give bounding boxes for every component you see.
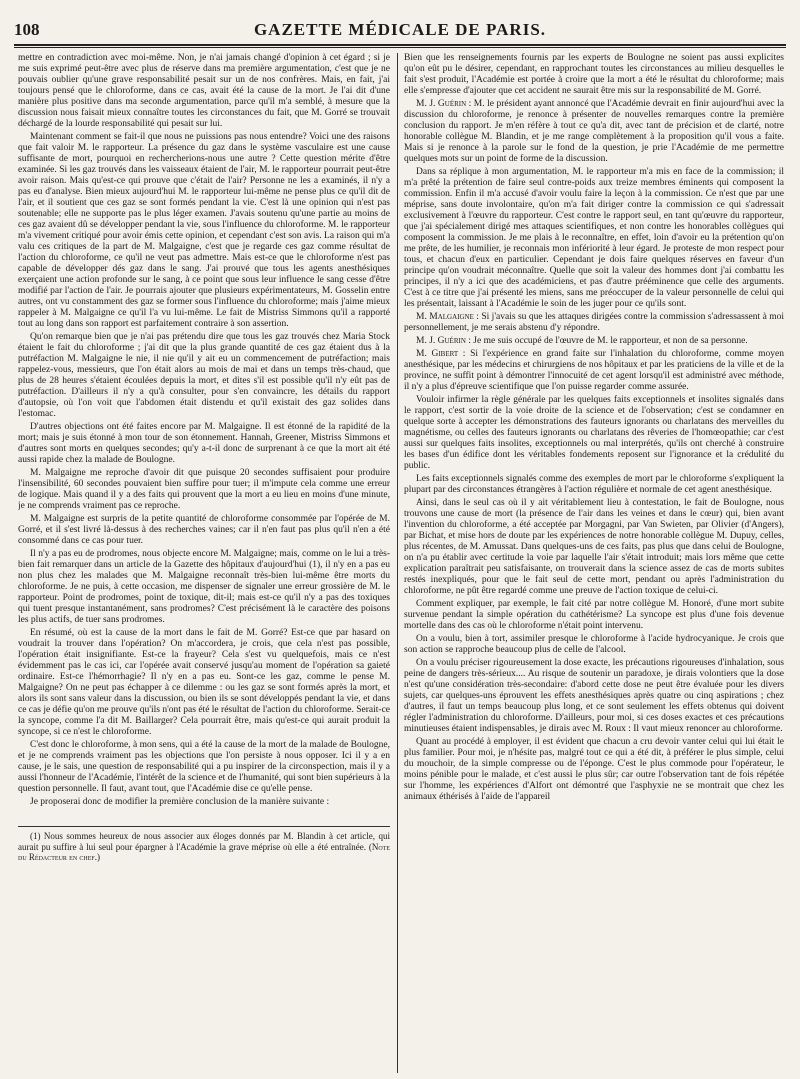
header-rule-thin bbox=[14, 47, 786, 48]
speaker-name: M. J. Guérin bbox=[416, 336, 466, 346]
column-divider bbox=[397, 53, 398, 1073]
paragraph: C'est donc le chloroforme, à mon sens, qui a été la cause de la mort de la malade de Boulogne, et je ne comprends vraiment pas les objections que l'on persiste à nous opposer. Ici il y a en cause, je le sais, une question de responsabilité qui a pu inspirer de la circonspection, mais il y a aussi l'honneur de l'Académie, l'intérêt de la science et de l'humanité, qui sont bien supérieurs à la question personnelle. Il faut, avant tout, que l'Académie dise ce qu'elle pense. bbox=[18, 740, 390, 794]
paragraph bbox=[404, 53, 784, 97]
paragraph-text: Les faits exceptionnels signalés comme des exemples de mort par le chloroforme s'expliquent la plupart par des circonstances étrangères à l'action régulière et normale de cet agent anesthésique. bbox=[404, 474, 784, 495]
paragraph-text: Comment expliquer, par exemple, le fait cité par notre collègue M. Honoré, d'une mort subite survenue pendant la simple opération du cathétérisme? La syncope est plus d'une fois devenue mortelle dans des cas où le chloroforme n'était point intervenu. bbox=[404, 599, 784, 631]
paragraph bbox=[404, 599, 784, 632]
paragraph bbox=[404, 349, 784, 393]
paragraph-text: Bien que les renseignements fournis par les experts de Boulogne ne soient pas aussi explicites qu'on eût pu le désirer, cependant, en rapprochant toutes les circonstances au milieu desquelles le fait s'est produit, l'Académie est portée à croire que la mort a été le résultat du chloroforme; mais elle s'empresse d'ajouter que cet accident ne saurait être mis sur la responsabilité de M. Gorré. bbox=[404, 53, 784, 96]
paragraph bbox=[404, 474, 784, 496]
paragraph-text: Ainsi, dans le seul cas où il y ait véritablement lieu à contestation, le fait de Boulogne, nous trouvons une cause de mort (la présence de l'air dans les veines et dans le cœur) qui, bien avant l'invention du chloroforme, a été acceptée par Morgagni, par Van Swieten, par Olivier (d'Angers), par Bichat, et mise hors de doute par les expériences de notre honorable collègue M. Dupuy, celles, plus récentes, de M. Amussat. Dans quelques-uns de ces faits, pas plus que dans celui de Boulogne, on n'a pu établir avec certitude la voie par laquelle l'air s'était introduit; mais lors même que cette explication paraîtrait peu satisfaisante, on trouverait dans la science assez de cas de morts subites restés inexpliqués, pour que le fait seul de cette mort, pendant ou après l'administration du chloroforme, ne pût être regardé comme une preuve de l'action toxique de celui-ci. bbox=[404, 498, 784, 596]
paragraph-text: Quant au procédé à employer, il est évident que chacun a cru devoir vanter celui qui lui était le plus familier. Pour moi, je n'hésite pas, malgré tout ce qui a été dit, à préférer le plus simple, celui du mouchoir, de la simple compresse ou de l'éponge. C'est le plus commode pour l'opérateur, le moins pénible pour le malade, et c'est aussi le plus sûr; car outre l'observation tant de fois répétée sur l'homme, les expériences d'Alfort ont démontré que l'asphyxie ne se montrait que chez les animaux éthérisés à l'aide de l'appareil bbox=[404, 737, 784, 802]
paragraph-text: On a voulu, bien à tort, assimiler presque le chloroforme à l'acide hydrocyanique. Je crois que son action se rapproche beaucoup plus de celle de l'alcool. bbox=[404, 634, 784, 655]
page-header bbox=[14, 20, 786, 42]
paragraph-text: : M. le président ayant annoncé que l'Académie devrait en finir aujourd'hui avec la discussion du chloroforme, je renonce à présenter de nouvelles remarques contre la première conclusion du rapport. Je m'en réfère à tout ce qu'a dit, avec tant de précision et de clarté, notre honorable collègue M. Blandin, et je me range complètement à la proposition qu'il vous a faite. Mais si je renonce à la parole sur le fond de la question, je prie l'Académie de me permettre quelques mots sur un point de forme de la discussion. bbox=[404, 99, 784, 164]
footnote-rule bbox=[18, 826, 390, 827]
paragraph: M. Malgaigne me reproche d'avoir dit que puisque 20 secondes suffisaient pour produire l'insensibilité, 60 secondes pouvaient bien suffire pour tuer; il m'impute cela comme une erreur de logique. Mais quand il y a des faits qui prouvent que la mort a eu lieu en moins d'une minute, je ne comprends vraiment pas ce reproche. bbox=[18, 468, 390, 511]
paragraph: En résumé, où est la cause de la mort dans le fait de M. Gorré? Est-ce que par hasard on voudrait la trouver dans l'opération? On m'accordera, je crois, que cela n'est pas possible, l'opération était insignifiante. Est-ce la frayeur? Cela s'est vu quelquefois, mais ce n'est évidemment pas le cas ici, car l'opérée avait conservé jusqu'au moment de l'opération sa gaieté ordinaire. Est-ce l'hémorrhagie? Il n'y en a pas eu. Sont-ce les gaz, comme le pense M. Malgaigne? On ne peut pas échapper à ce dilemme : ou les gaz se sont formés après la mort, et alors ils sont sans valeur dans la discussion, ou bien ils se sont développés pendant la vie, et dans ce cas je défie qu'on me prouve qu'ils n'ont pas été le résultat de l'action du chloroforme. Serait-ce la syncope, comme l'a dit M. Baillarger? Cela pourrait être, mais qu'est-ce qui aurait produit la syncope, si ce n'est le chloroforme. bbox=[18, 628, 390, 737]
paragraph: Maintenant comment se fait-il que nous ne puissions pas nous entendre? Voici une des raisons que fait valoir M. le rapporteur. La présence du gaz dans le système vasculaire est une cause suffisante de mort, pourquoi en rechercherions-nous une autre ? Cette question mérite d'être examinée. Si les gaz trouvés dans les vaisseaux étaient de l'air, M. le rapporteur pourrait peut-être avoir raison. Mais qu'est-ce qui prouve que c'était de l'air? Personne ne les a examinés, il n'y a pas eu d'analyse. Bien mieux aujourd'hui M. le rapporteur lui-même ne pense plus ce qu'il dit de l'air, et il soutient que ces gaz se sont formés pendant la vie. C'est là une opinion qui n'est pas soutenable; elle ne supporte pas le plus léger examen. J'avais soutenu qu'une partie au moins de ces gaz avaient dû se développer pendant la vie, sous l'influence du chloroforme. M. le rapporteur m'a vivement critiqué pour avoir émis cette opinion, et cependant c'est son avis. La raison qui m'a valu ces critiques de la part de M. Malgaigne, c'est que je regarde ces gaz comme résultat de l'action du chloroforme, ce qu'il ne veut pas admettre. Mais est-ce que le chloroforme n'est pas capable de développer dés gaz dans le sang. J'ai prouvé que tous les agents anesthésiques exerçaient une action profonde sur le sang, à ce point que sous leur influence le sang cesse d'être modifié par l'action de l'air. Je pourrais ajouter que plusieurs expérimentateurs, M. Gosselin entre autres, ont vu constamment des gaz se former sous l'influence du chloroforme; mais j'aime mieux rappeler à M. Malgaigne ce qu'il l'a vu lui-même. Le fait de Mistriss Simmons qu'il a rapporté tout au long dans son rapport est parfaitement contraire à son assertion. bbox=[18, 132, 390, 329]
paragraph bbox=[404, 395, 784, 472]
paragraph bbox=[404, 167, 784, 310]
paragraph: Qu'on remarque bien que je n'ai pas prétendu dire que tous les gaz trouvés chez Maria Stock étaient le fait du chloroforme ; j'ai dit que la plus grande quantité de ces gaz étaient dus à la putréfaction M. Malgaigne le nie, il nie qu'il y ait eu un commencement de putréfaction; mais rappelez-vous, messieurs, que l'on était alors au mois de mai et dans un temps très-chaud, que plus de 28 heures s'étaient écoulées depuis la mort, et dites s'il est possible qu'il n'y eût pas de putréfaction. D'ailleurs il n'y a qu'à consulter, pour s'en convaincre, les détails du rapport d'autopsie, où l'on voit que l'abdomen était distendu et qu'il existait des gaz solides dans l'estomac. bbox=[18, 332, 390, 419]
page-number: 108 bbox=[14, 20, 40, 39]
paragraph bbox=[404, 658, 784, 735]
paragraph bbox=[404, 498, 784, 597]
right-column bbox=[404, 53, 784, 1073]
speaker-name: M. Malgaigne bbox=[416, 312, 474, 322]
paragraph: D'autres objections ont été faites encore par M. Malgaigne. Il est étonné de la rapidité de la mort; mais je suis étonné à mon tour de son étonnement. Hannah, Greener, Mistriss Simmons et d'autres sont morts en quelques secondes; qu'y a-t-il donc de surprenant à ce que la mort ait été aussi rapide chez la malade de Boulogne. bbox=[18, 422, 390, 465]
paragraph: mettre en contradiction avec moi-même. Non, je n'ai jamais changé d'opinion à cet égard ; si je me suis exprimé peut-être avec plus de réserve dans ma première argumentation, c'est que je ne pouvais oublier qu'une grave responsabilité pesait sur un de nos confrères. Mais, en fait, j'ai toujours pensé que le chloroforme, dans ce cas, avait été la cause de la mort. Je l'ai dit d'une manière plus positive dans ma seconde argumentation, parce qu'il m'a semblé, à mesure que la discussion nous faisait mieux connaître toutes les circonstances du fait, que M. Gorré se trouvait déchargé de la lourde responsabilité qui pesait sur lui. bbox=[18, 53, 390, 129]
left-column bbox=[18, 53, 390, 1058]
paragraph bbox=[404, 737, 784, 803]
paragraph-text: : Si j'avais su que les attaques dirigées contre la commission s'adressassent à moi personnellement, je me serais abstenu d'y répondre. bbox=[404, 312, 784, 333]
speaker-name: M. J. Guérin bbox=[416, 99, 467, 109]
paragraph-text: : Je me suis occupé de l'œuvre de M. le rapporteur, et non de sa personne. bbox=[465, 336, 748, 346]
paragraph: Il n'y a pas eu de prodromes, nous objecte encore M. Malgaigne; mais, comme on le lui a très-bien fait remarquer dans un article de la Gazette des hôpitaux d'aujourd'hui (1), il n'y en a pas eu non plus chez les malades que M. Malgaigne reconnaît très-bien lui-même être morts du chloroforme. Je ne puis, à cette occasion, me dispenser de signaler une erreur grossière de M. le rapporteur. Point de prodromes, point de toxique, dit-il; mais est-ce qu'il n'y a pas des toxiques qui tuent presque instantanément, sans prodromes? C'est précisément là le caractère des poisons les plus actifs, de tuer sans prodromes. bbox=[18, 549, 390, 625]
header-rule bbox=[14, 44, 786, 46]
paragraph bbox=[404, 634, 784, 656]
footnote-signature: (Note du Rédacteur en chef.) bbox=[18, 841, 390, 862]
paragraph bbox=[404, 336, 784, 347]
paragraph: Je proposerai donc de modifier la première conclusion de la manière suivante : bbox=[30, 797, 330, 807]
journal-title: GAZETTE MÉDICALE DE PARIS. bbox=[253, 20, 547, 39]
footnote: (1) Nous sommes heureux de nous associer aux éloges donnés par M. Blandin à cet article, qui aurait pu suffire à lui seul pour épargner à l'Académie la grave méprise où elle a été entraînée. (Note du Rédacteur en chef.) bbox=[18, 831, 390, 862]
paragraph-text: On a voulu préciser rigoureusement la dose exacte, les précautions rigoureuses d'inhalation, sous peine de dangers très-sérieux.... Au risque de soutenir un paradoxe, je dirais volontiers que la dose n'est qu'une considération très-secondaire: d'abord cette dose ne peut être évaluée pour les divers sujets, car quelques-uns éprouvent les effets anesthésiques après quatre ou cinq aspirations ; chez d'autres, il faut un temps beaucoup plus long, et ce sont seulement les effets obtenus qui doivent régler l'administration du chloroforme. D'ailleurs, pour moi, si ces doses exactes et ces précautions minutieuses étaient indispensables, je dirais avec M. Roux : Il vaut mieux renoncer au chloroforme. bbox=[404, 658, 784, 734]
paragraph bbox=[404, 99, 784, 165]
paragraph-text: : Si l'expérience en grand faite sur l'inhalation du chloroforme, comme moyen anesthésique, par les médecins et chirurgiens de nos hôpitaux et par les praticiens de la ville et de la province, ne suffit point à démontrer l'innocuité de cet agent lorsqu'il est administré avec méthode, il n'y a plus d'épreuve scientifique que l'on puisse regarder comme assurée. bbox=[404, 349, 784, 392]
paragraph: M. Malgaigne est surpris de la petite quantité de chloroforme consommée par l'opérée de M. Gorré, et il s'est livré là-dessus à des recherches vaines; car il n'en faut pas plus qu'il n'en a été consommé dans ce cas pour tuer. bbox=[18, 514, 390, 546]
paragraph-text: Dans sa réplique à mon argumentation, M. le rapporteur m'a mis en face de la commission; il m'a prêté la prétention de faire seul contre-poids aux treize membres éminents qui composent la commission. Enfin il m'a accusé d'avoir voulu faire la leçon à la commission. Ce n'est que par une méprise, sans doute involontaire, qu'on m'a fait diriger contre la commission ce qui s'adressait exclusivement à l'œuvre du rapporteur. C'est contre le rapport seul, en tant qu'œuvre du rapporteur, que j'ai spécialement dirigé mes attaques scientifiques, et non contre les honorables collègues qui composent la commission. Je me plais à le reconnaître, en effet, loin d'avoir eu la prétention qu'on me prête, de les humilier, je reconnais mon infériorité à leur égard. Je proteste de mon respect pour tous, et chacun d'eux en particulier. Cependant je dois faire quelques réserves en faveur d'un principe qu'on voudrait méconnaître. Quelle que soit la valeur des hommes dont j'ai combattu les principes, il n'y a ici que des académiciens, et pas d'autre prééminence que celle des arguments. C'est à ce titre que j'ai présenté les miens, sans me préoccuper de la valeur personnelle de celui qui les présentait, laissant à l'Académie le soin de les juger pour ce qu'ils sont. bbox=[404, 167, 784, 309]
speaker-name: M. Gibert bbox=[416, 349, 459, 359]
paragraph-text: Vouloir infirmer la règle générale par les quelques faits exceptionnels et insolites signalés dans le rapport, c'est sortir de la voie droite de la science et de l'observation; c'est se condamner en quelque sorte à accepter les démonstrations des fauteurs ignorants ou charlatans des merveilles du magnétisme, ou celles des fauteurs ignorants ou charlatans des rêveries de l'homœopathie; car c'est aussi sur quelques faits insolites, exceptionnels ou mal interprétés, qu'ils ont cherché à construire les bases d'un édifice dont les véritables fondements reposent sur l'ignorance et la crédulité du public. bbox=[404, 395, 784, 471]
paragraph bbox=[404, 312, 784, 334]
